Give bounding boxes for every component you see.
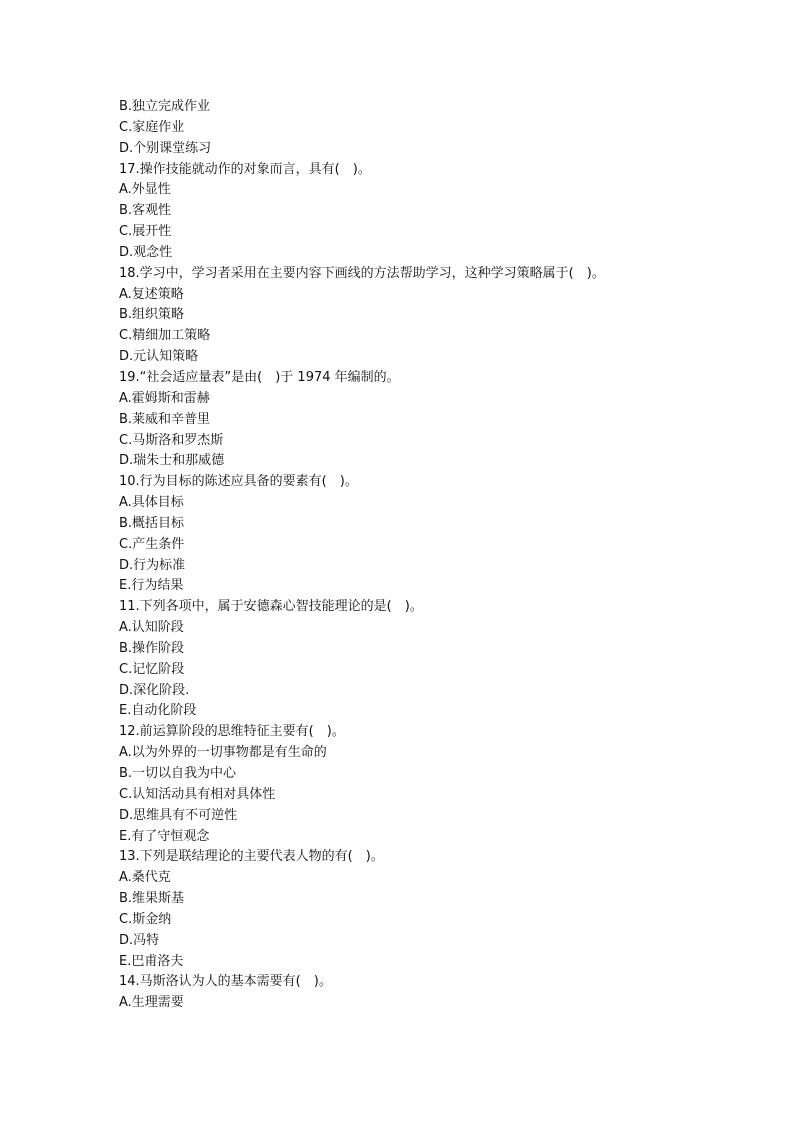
text-line: C.家庭作业 <box>119 119 185 135</box>
question-11: 11.下列各项中，属于安德森心智技能理论的是( )。 <box>119 599 423 615</box>
text-line: B.操作阶段 <box>119 640 185 656</box>
text-line: D.冯特 <box>119 932 160 948</box>
text-line: C.马斯洛和罗杰斯 <box>119 432 224 448</box>
question-13: 13.下列是联结理论的主要代表人物的有( )。 <box>119 849 384 865</box>
text-line: D.深化阶段. <box>119 682 190 698</box>
text-line: D.瑞朱士和那威德 <box>119 453 225 469</box>
text-line: E.行为结果 <box>119 578 184 594</box>
text-line: C.产生条件 <box>119 536 185 552</box>
text-line: A.生理需要 <box>119 995 184 1011</box>
question-10: 10.行为目标的陈述应具备的要素有( )。 <box>119 474 358 490</box>
text-line: E.巴甫洛夫 <box>119 953 184 969</box>
text-line: E.自动化阶段 <box>119 703 197 719</box>
text-line: A.认知阶段 <box>119 620 184 636</box>
text-line: B.莱威和辛普里 <box>119 411 211 427</box>
question-18: 18.学习中，学习者采用在主要内容下画线的方法帮助学习，这种学习策略属于( )。 <box>119 265 605 281</box>
text-line: C.斯金纳 <box>119 911 172 927</box>
text-line: C.记忆阶段 <box>119 661 185 677</box>
text-line: B.概括目标 <box>119 515 185 531</box>
text-line: A.桑代克 <box>119 870 171 886</box>
text-line: D.个别课堂练习 <box>119 140 212 156</box>
text-line: A.复述策略 <box>119 286 184 302</box>
question-12: 12.前运算阶段的思维特征主要有( )。 <box>119 724 345 740</box>
text-line: C.展开性 <box>119 224 172 240</box>
document-page <box>119 97 739 1014</box>
text-line: A.外显性 <box>119 182 171 198</box>
question-14: 14.马斯洛认为人的基本需要有( )。 <box>119 974 332 990</box>
text-line: B.一切以自我为中心 <box>119 766 237 781</box>
text-line: D.元认知策略 <box>119 349 199 365</box>
text-line: B.客观性 <box>119 203 172 219</box>
question-19: 19.“社会适应量表”是由( )于 1974 年编制的。 <box>119 369 400 385</box>
text-line: A.具体目标 <box>119 495 184 511</box>
text-line: D.思维具有不可逆性 <box>119 807 238 823</box>
text-line: B.维果斯基 <box>119 891 185 907</box>
text-line: A.以为外界的一切事物都是有生命的 <box>119 745 327 761</box>
text-line: A.霍姆斯和雷赫 <box>119 390 210 406</box>
text-line: C.精细加工策略 <box>119 328 211 344</box>
text-line: B.组织策略 <box>119 307 185 323</box>
text-line: D.行为标准 <box>119 557 186 573</box>
text-line: E.有了守恒观念 <box>119 828 210 844</box>
question-17: 17.操作技能就动作的对象而言，具有( )。 <box>119 161 371 177</box>
text-line: C.认知活动具有相对具体性 <box>119 786 276 802</box>
text-line: D.观念性 <box>119 244 173 260</box>
text-line: B.独立完成作业 <box>119 99 211 114</box>
